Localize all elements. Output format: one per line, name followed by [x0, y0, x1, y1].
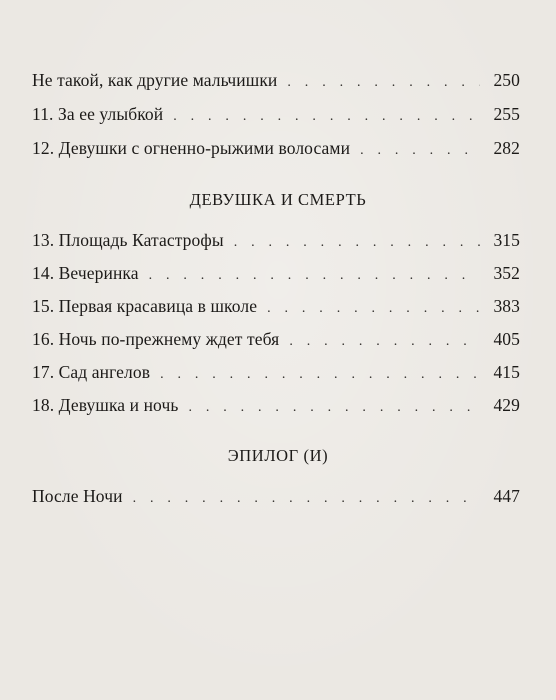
toc-entry-page: 383	[493, 296, 520, 316]
dot-leader	[149, 268, 480, 284]
toc-entry-page: 315	[493, 230, 520, 250]
toc-entry	[32, 230, 520, 256]
toc-entry	[32, 138, 520, 164]
toc-entry	[32, 70, 520, 96]
toc-entry-title: 18. Девушка и ночь	[32, 395, 179, 415]
toc-entry	[32, 104, 520, 130]
dot-leader	[160, 367, 480, 383]
dot-leader	[173, 109, 480, 125]
toc-entry	[32, 362, 520, 388]
dot-leader	[133, 491, 480, 507]
toc-entry-page: 282	[493, 138, 520, 158]
toc-entry-page: 255	[493, 104, 520, 124]
toc-entry-title: Не такой, как другие мальчишки	[32, 70, 278, 90]
toc-entry	[32, 486, 520, 512]
toc-entry-title: 16. Ночь по-прежнему ждет тебя	[32, 329, 280, 349]
section-heading: ДЕВУШКА И СМЕРТЬ	[189, 190, 367, 209]
toc-entry-page: 250	[493, 70, 520, 90]
dot-leader	[234, 235, 480, 251]
dot-leader	[188, 400, 480, 416]
dot-leader	[289, 334, 480, 350]
toc-entry-page: 415	[493, 362, 520, 382]
dot-leader	[360, 143, 480, 159]
toc-entry-title: 11. За ее улыбкой	[32, 104, 164, 124]
dot-leader	[287, 75, 480, 91]
toc-entry	[32, 296, 520, 322]
toc-entry-page: 429	[493, 395, 520, 415]
toc-entry-page: 447	[493, 486, 520, 506]
toc-entry-title: 14. Вечеринка	[32, 263, 139, 283]
toc-entry	[32, 329, 520, 355]
toc-entry-title: 12. Девушки с огненно-рыжими волосами	[32, 138, 351, 158]
toc-entry	[32, 395, 520, 421]
toc-entry	[32, 263, 520, 289]
toc-entry-title: 13. Площадь Катастрофы	[32, 230, 224, 250]
toc-entry-page: 405	[493, 329, 520, 349]
dot-leader	[267, 301, 480, 317]
section-heading: ЭПИЛОГ (И)	[227, 446, 329, 465]
toc-entry-page: 352	[493, 263, 520, 283]
toc-entry-title: 15. Первая красавица в школе	[32, 296, 258, 316]
toc-entry-title: 17. Сад ангелов	[32, 362, 151, 382]
toc-entry-title: После Ночи	[32, 486, 123, 506]
